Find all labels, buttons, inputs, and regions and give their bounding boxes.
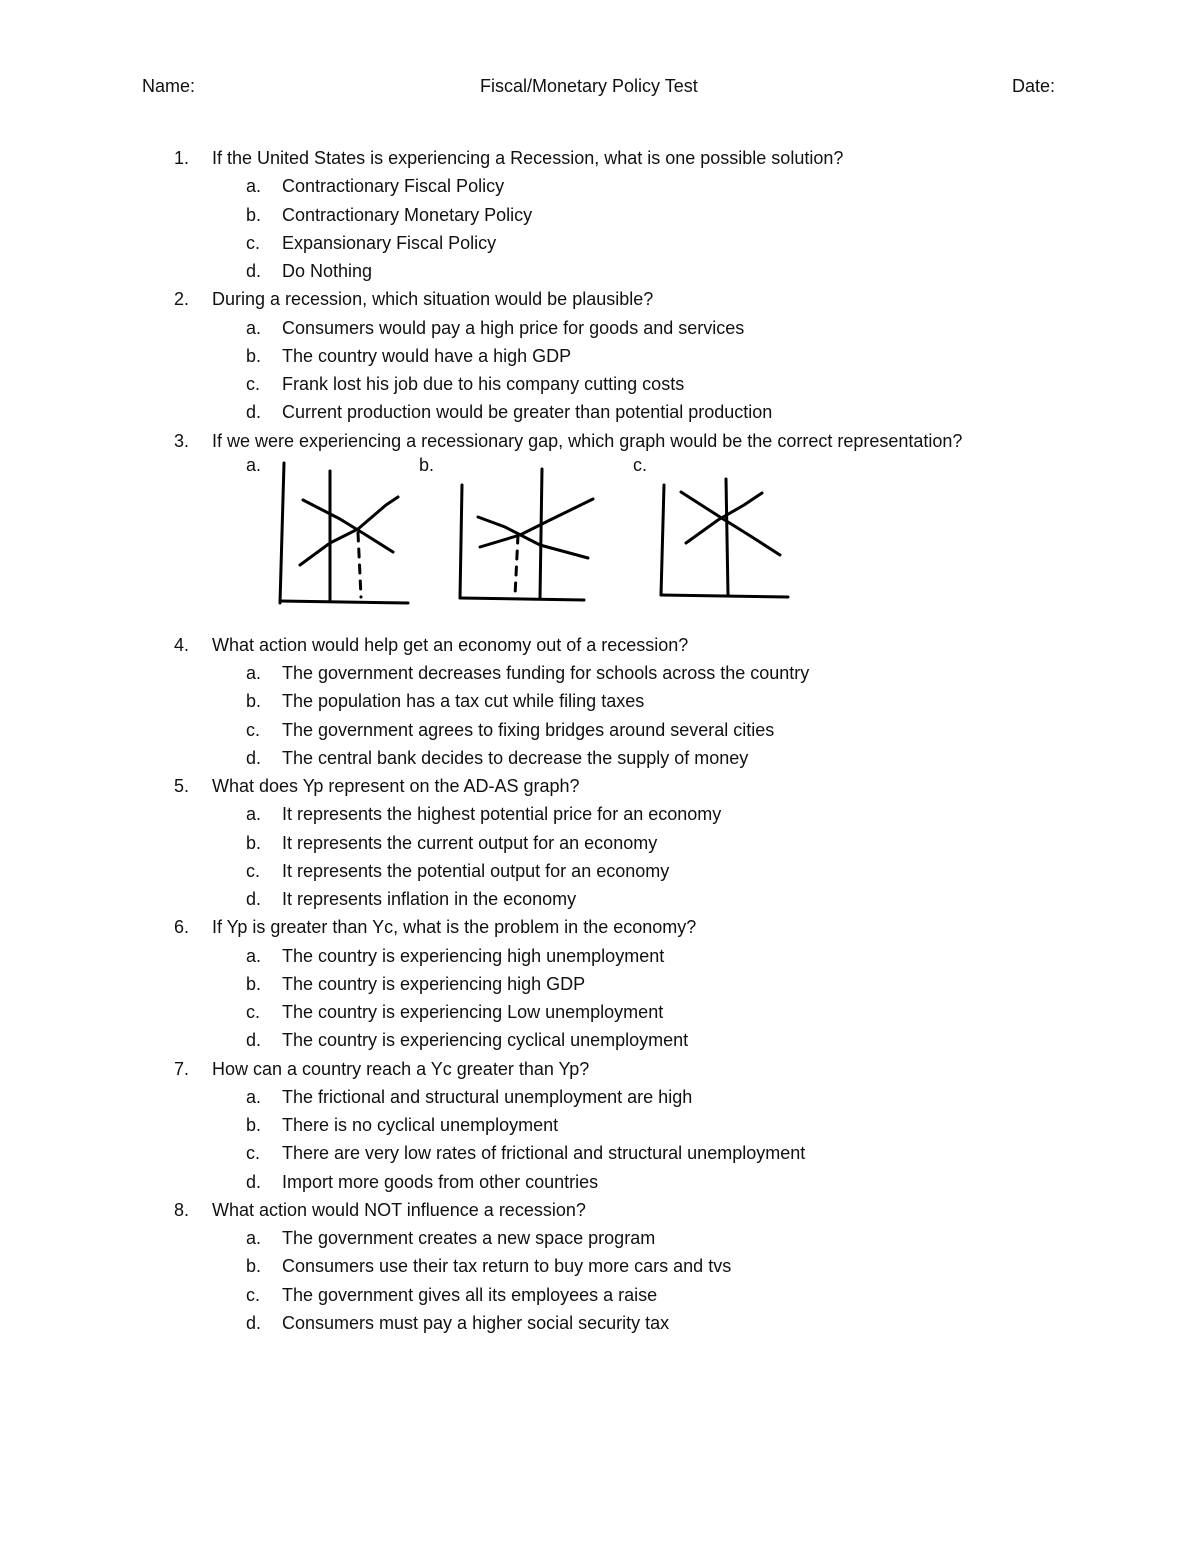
question-line xyxy=(0,913,1200,941)
aggregate-demand-curve xyxy=(303,500,393,552)
option-text: The government decreases funding for schools across the country xyxy=(282,663,810,683)
date-label: Date: xyxy=(1012,76,1056,96)
question-text: How can a country reach a Yc greater than Yp? xyxy=(212,1058,590,1079)
answer-option-a xyxy=(0,1083,1200,1111)
graph-c xyxy=(661,479,788,597)
answer-option-d xyxy=(0,1026,1200,1054)
page-header xyxy=(0,74,1200,100)
graph-b xyxy=(460,469,593,600)
option-text: The government gives all its employees a raise xyxy=(282,1284,658,1305)
option-text: There is no cyclical unemployment xyxy=(282,1115,559,1135)
answer-option-b xyxy=(0,1111,1200,1139)
answer-option-a xyxy=(0,800,1200,828)
question-text: What action would NOT influence a recession? xyxy=(212,1199,586,1220)
x-axis xyxy=(661,595,788,597)
question-number: 4. xyxy=(174,634,190,655)
name-label: Name: xyxy=(142,76,196,96)
option-letter: b. xyxy=(246,345,262,366)
question-text: What does Yp represent on the AD-AS graph? xyxy=(212,776,580,796)
question-1 xyxy=(0,144,1200,285)
question-7 xyxy=(0,1055,1200,1196)
option-letter: b. xyxy=(246,1256,262,1277)
answer-option-b xyxy=(0,342,1200,370)
potential-output-line xyxy=(540,469,542,598)
answer-option-a xyxy=(0,659,1200,687)
option-letter: d. xyxy=(246,402,262,423)
option-letter: a. xyxy=(246,1086,262,1107)
option-letter: a. xyxy=(246,945,262,966)
question-2 xyxy=(0,285,1200,426)
option-letter: c. xyxy=(246,232,261,253)
option-letter: c. xyxy=(246,1143,261,1164)
question-number: 7. xyxy=(174,1058,190,1079)
question-text: If we were experiencing a recessionary gap, which graph would be the correct representation? xyxy=(212,430,963,451)
option-text: Consumers use their tax return to buy more cars and tvs xyxy=(282,1256,732,1277)
option-text: It represents the potential output for an economy xyxy=(282,860,670,881)
graph-label-c: c. xyxy=(633,454,648,475)
question-6 xyxy=(0,913,1200,1054)
option-text: Current production would be greater than potential production xyxy=(282,402,773,423)
option-text: Import more goods from other countries xyxy=(282,1171,599,1192)
option-text: It represents the highest potential price for an economy xyxy=(282,804,722,825)
graph-choices xyxy=(0,455,1200,631)
answer-option-d xyxy=(0,744,1200,772)
question-line xyxy=(0,772,1200,800)
option-letter: d. xyxy=(246,261,262,281)
current-output-dashed-line xyxy=(358,533,361,597)
option-text: There are very low rates of frictional and structural unemployment xyxy=(282,1143,806,1164)
option-letter: a. xyxy=(246,663,262,683)
option-letter: a. xyxy=(246,317,262,338)
answer-option-c xyxy=(0,229,1200,257)
option-letter: a. xyxy=(246,804,262,825)
option-letter: c. xyxy=(246,860,261,881)
current-output-dashed-line xyxy=(515,535,518,596)
option-text: The country is experiencing Low unemployment xyxy=(282,1002,664,1022)
question-number: 6. xyxy=(174,917,190,938)
aggregate-demand-curve xyxy=(681,492,780,555)
answer-option-a xyxy=(0,942,1200,970)
option-letter: d. xyxy=(246,1030,262,1051)
option-letter: d. xyxy=(246,889,262,909)
question-text: What action would help get an economy out of a recession? xyxy=(212,634,689,655)
answer-option-b xyxy=(0,970,1200,998)
answer-option-b xyxy=(0,687,1200,715)
answer-option-a xyxy=(0,172,1200,200)
question-list xyxy=(0,144,1200,1337)
page-title: Fiscal/Monetary Policy Test xyxy=(480,76,698,96)
answer-option-b xyxy=(0,201,1200,229)
option-text: The government creates a new space program xyxy=(282,1228,656,1248)
option-text: The government agrees to fixing bridges around several cities xyxy=(282,719,775,740)
option-text: Contractionary Fiscal Policy xyxy=(282,176,505,197)
question-number: 2. xyxy=(174,289,190,310)
x-axis xyxy=(460,598,584,600)
option-letter: b. xyxy=(246,1115,262,1135)
question-line xyxy=(0,285,1200,313)
answer-option-d xyxy=(0,1309,1200,1337)
y-axis xyxy=(280,463,284,603)
y-axis xyxy=(460,485,462,598)
option-letter: b. xyxy=(246,204,262,225)
answer-option-b xyxy=(0,829,1200,857)
option-text: Expansionary Fiscal Policy xyxy=(282,232,497,253)
option-text: The country is experiencing high unemployment xyxy=(282,945,665,966)
answer-option-c xyxy=(0,1281,1200,1309)
option-letter: c. xyxy=(246,1284,261,1305)
answer-option-b xyxy=(0,1252,1200,1280)
answer-option-a xyxy=(0,1224,1200,1252)
x-axis xyxy=(280,601,408,603)
answer-option-d xyxy=(0,885,1200,913)
question-number: 1. xyxy=(174,148,190,168)
option-letter: b. xyxy=(246,691,262,712)
option-text: The population has a tax cut while filing taxes xyxy=(282,691,645,712)
option-letter: b. xyxy=(246,832,262,853)
answer-option-d xyxy=(0,257,1200,285)
option-text: Frank lost his job due to his company cutting costs xyxy=(282,374,685,394)
question-number: 3. xyxy=(174,430,190,451)
option-letter: d. xyxy=(246,747,262,768)
question-4 xyxy=(0,631,1200,772)
question-3 xyxy=(0,427,1200,631)
graph-label-b: b. xyxy=(419,454,435,475)
y-axis xyxy=(661,485,664,595)
answer-option-c xyxy=(0,716,1200,744)
option-letter: b. xyxy=(246,973,262,994)
graph-label-a: a. xyxy=(246,454,262,475)
option-letter: d. xyxy=(246,1312,262,1333)
question-line xyxy=(0,1055,1200,1083)
answer-option-c xyxy=(0,370,1200,398)
option-text: Contractionary Monetary Policy xyxy=(282,204,533,225)
option-text: The country is experiencing cyclical unemployment xyxy=(282,1030,689,1051)
question-5 xyxy=(0,772,1200,913)
question-text: If Yp is greater than Yc, what is the problem in the economy? xyxy=(212,917,697,938)
option-text: Consumers must pay a higher social security tax xyxy=(282,1312,670,1333)
aggregate-demand-curve xyxy=(478,517,588,558)
question-text: If the United States is experiencing a Recession, what is one possible solution? xyxy=(212,148,844,168)
option-letter: c. xyxy=(246,1002,261,1022)
option-text: The country would have a high GDP xyxy=(282,345,572,366)
answer-option-c xyxy=(0,1139,1200,1167)
graph-a xyxy=(280,463,408,603)
answer-option-d xyxy=(0,1168,1200,1196)
hand-drawn-graphs xyxy=(0,455,1200,631)
option-text: The central bank decides to decrease the supply of money xyxy=(282,747,749,768)
option-text: Do Nothing xyxy=(282,261,373,281)
question-line xyxy=(0,631,1200,659)
option-text: The frictional and structural unemployment are high xyxy=(282,1086,693,1107)
option-text: The country is experiencing high GDP xyxy=(282,973,586,994)
answer-option-d xyxy=(0,398,1200,426)
question-number: 5. xyxy=(174,776,190,796)
question-number: 8. xyxy=(174,1199,190,1220)
option-text: Consumers would pay a high price for goods and services xyxy=(282,317,745,338)
answer-option-c xyxy=(0,857,1200,885)
option-text: It represents the current output for an economy xyxy=(282,832,658,853)
answer-option-c xyxy=(0,998,1200,1026)
option-letter: a. xyxy=(246,1228,262,1248)
question-line xyxy=(0,427,1200,455)
option-letter: d. xyxy=(246,1171,262,1192)
question-line xyxy=(0,144,1200,172)
potential-output-line xyxy=(726,479,728,595)
answer-option-a xyxy=(0,314,1200,342)
question-text: During a recession, which situation would be plausible? xyxy=(212,289,654,310)
option-letter: c. xyxy=(246,374,261,394)
option-letter: c. xyxy=(246,719,261,740)
question-line xyxy=(0,1196,1200,1224)
question-8 xyxy=(0,1196,1200,1337)
option-letter: a. xyxy=(246,176,262,197)
option-text: It represents inflation in the economy xyxy=(282,889,577,909)
